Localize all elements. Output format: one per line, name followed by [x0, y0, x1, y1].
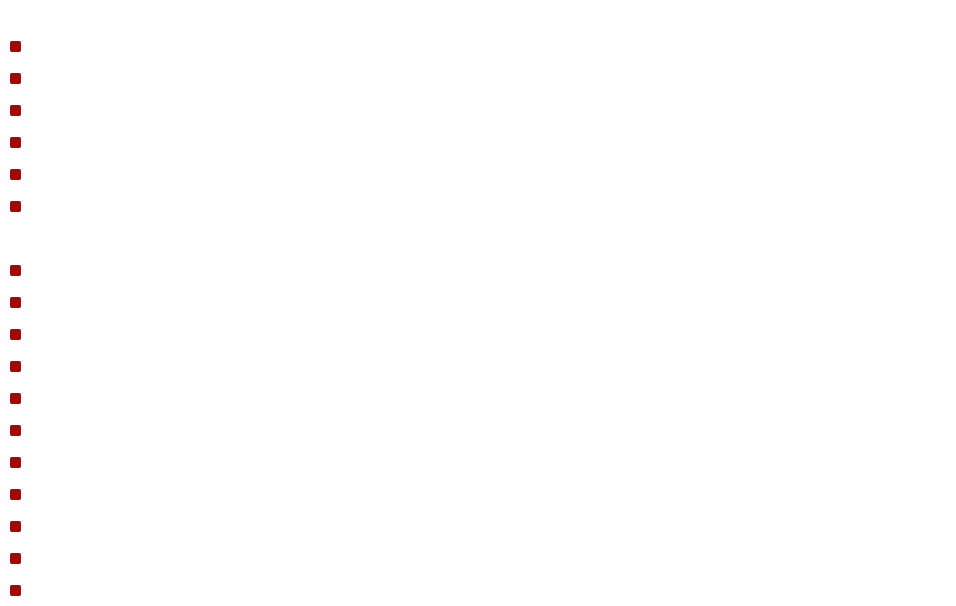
list-item	[0, 30, 956, 62]
second-bullet-group	[0, 254, 956, 606]
list-item	[0, 446, 956, 478]
square-bullet-icon	[10, 393, 21, 404]
square-bullet-icon	[10, 105, 21, 116]
list-item	[0, 542, 956, 574]
list-item	[0, 318, 956, 350]
list-item	[0, 414, 956, 446]
square-bullet-icon	[10, 297, 21, 308]
list-item	[0, 478, 956, 510]
list-item	[0, 94, 956, 126]
list-item	[0, 574, 956, 606]
first-bullet-group	[0, 30, 956, 222]
square-bullet-icon	[10, 137, 21, 148]
square-bullet-icon	[10, 73, 21, 84]
list-item	[0, 286, 956, 318]
list-item	[0, 350, 956, 382]
square-bullet-icon	[10, 361, 21, 372]
list-item	[0, 190, 956, 222]
square-bullet-icon	[10, 169, 21, 180]
list-item	[0, 382, 956, 414]
square-bullet-icon	[10, 329, 21, 340]
square-bullet-icon	[10, 425, 21, 436]
square-bullet-icon	[10, 457, 21, 468]
list-item	[0, 254, 956, 286]
square-bullet-icon	[10, 585, 21, 596]
list-item	[0, 510, 956, 542]
square-bullet-icon	[10, 521, 21, 532]
square-bullet-icon	[10, 553, 21, 564]
list-item	[0, 126, 956, 158]
square-bullet-icon	[10, 489, 21, 500]
square-bullet-icon	[10, 265, 21, 276]
list-item	[0, 62, 956, 94]
square-bullet-icon	[10, 41, 21, 52]
square-bullet-icon	[10, 201, 21, 212]
list-item	[0, 158, 956, 190]
